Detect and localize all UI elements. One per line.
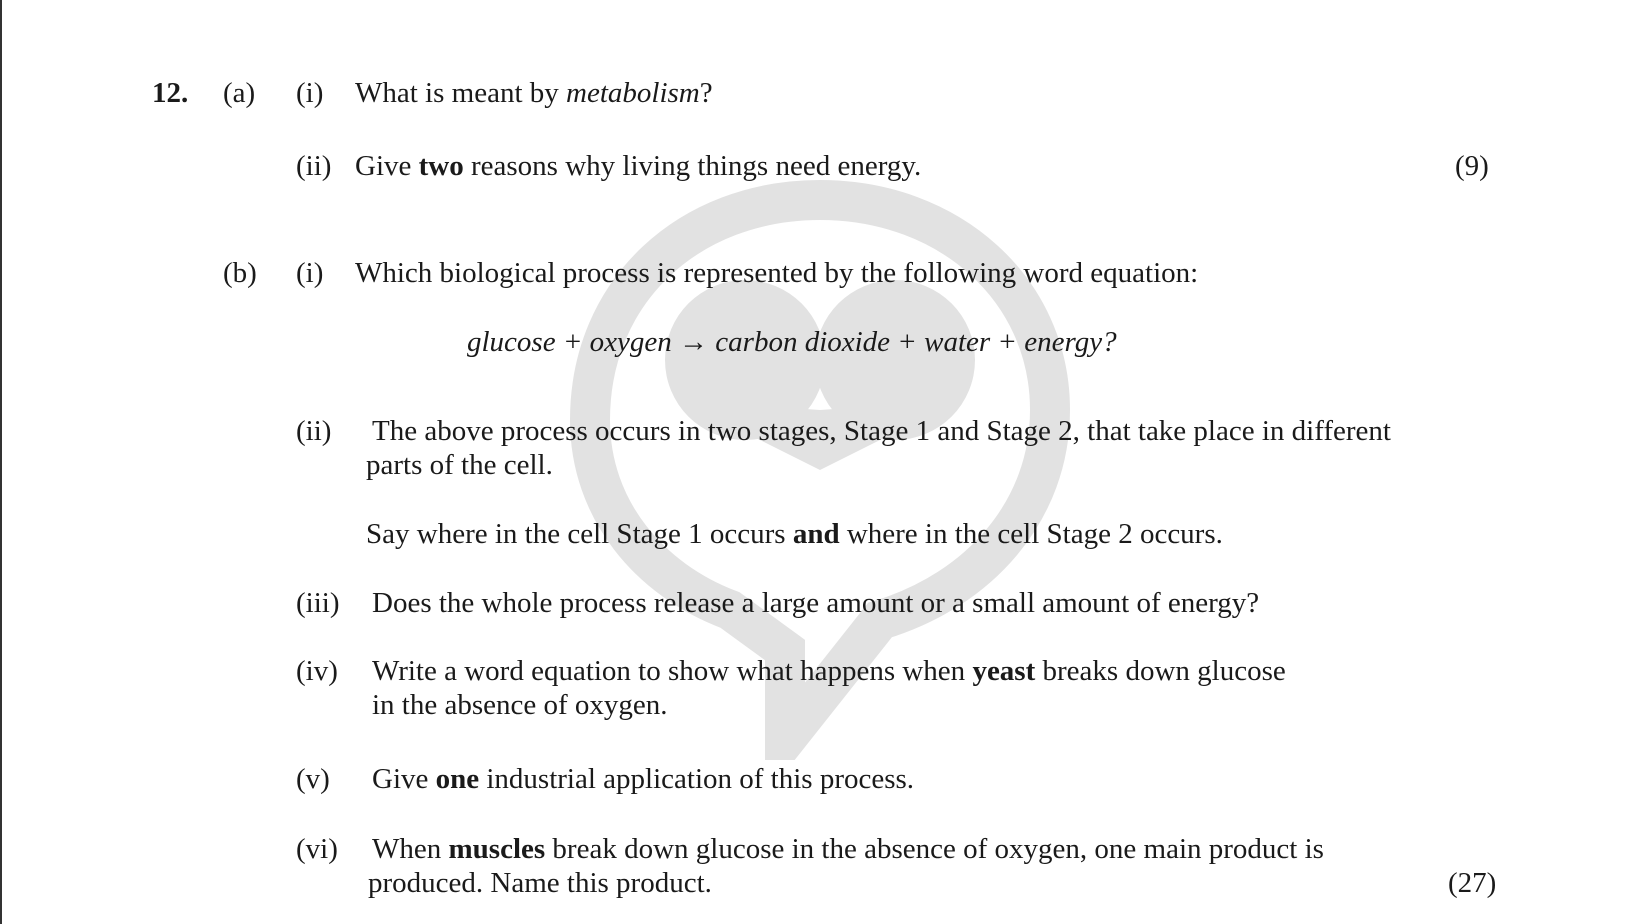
b-v-bold: one [435, 763, 480, 795]
b-vi-post: break down glucose in the absence of oxygen, one main product is [545, 833, 1324, 865]
b-v-post: industrial application of this process. [479, 763, 915, 795]
b-iv-label: (iv) [296, 655, 338, 687]
a-ii-post: reasons why living things need energy. [463, 150, 922, 182]
a-ii-label: (ii) [296, 150, 332, 182]
part-b-label: (b) [223, 257, 257, 289]
b-vi-line2: produced. Name this product. [368, 867, 712, 899]
b-iv-line2: in the absence of oxygen. [372, 689, 668, 721]
b-i-label: (i) [296, 257, 324, 289]
b-v-pre: Give [372, 763, 436, 795]
b-vi-line1 [372, 832, 1324, 866]
question-number: 12. [152, 77, 189, 109]
b-ii-line3-post: where in the cell Stage 2 occurs. [839, 518, 1223, 550]
b-i-text: Which biological process is represented by the following word equation: [355, 257, 1199, 289]
b-ii-line2: parts of the cell. [366, 449, 553, 481]
a-i-term: metabolism [566, 77, 700, 109]
equation-right: carbon dioxide + water + energy? [708, 326, 1117, 358]
equation-arrow: → [679, 326, 709, 358]
a-ii-text [355, 149, 921, 183]
b-ii-line1: The above process occurs in two stages, Stage 1 and Stage 2, that take place in different [372, 415, 1391, 447]
b-iii-label: (iii) [296, 587, 340, 619]
b-v-text [372, 762, 914, 796]
b-iv-line1 [372, 654, 1286, 688]
b-vi-pre: When [372, 833, 449, 865]
part-b-marks: (27) [1448, 867, 1497, 899]
b-iv-bold: yeast [972, 655, 1036, 687]
b-v-label: (v) [296, 763, 330, 795]
a-i-text [355, 76, 713, 110]
b-vi-label: (vi) [296, 833, 338, 865]
b-vi-bold: muscles [448, 833, 546, 865]
b-ii-line3-pre: Say where in the cell Stage 1 occurs [366, 518, 793, 550]
b-iii-text: Does the whole process release a large amount or a small amount of energy? [372, 587, 1260, 619]
part-a-label: (a) [223, 77, 256, 109]
a-i-pre: What is meant by [355, 77, 567, 109]
b-iv-pre: Write a word equation to show what happens when [372, 655, 973, 687]
b-ii-label: (ii) [296, 415, 332, 447]
a-i-label: (i) [296, 77, 324, 109]
b-ii-line3-bold: and [792, 518, 840, 550]
b-iv-post: breaks down glucose [1035, 655, 1286, 687]
equation-left: glucose + oxygen [467, 326, 680, 358]
b-ii-line3 [366, 517, 1223, 551]
page-edge [0, 0, 2, 924]
part-a-marks: (9) [1455, 150, 1489, 182]
a-ii-bold: two [418, 150, 464, 182]
a-i-post: ? [699, 77, 713, 109]
a-ii-pre: Give [355, 150, 419, 182]
word-equation [467, 325, 1117, 359]
